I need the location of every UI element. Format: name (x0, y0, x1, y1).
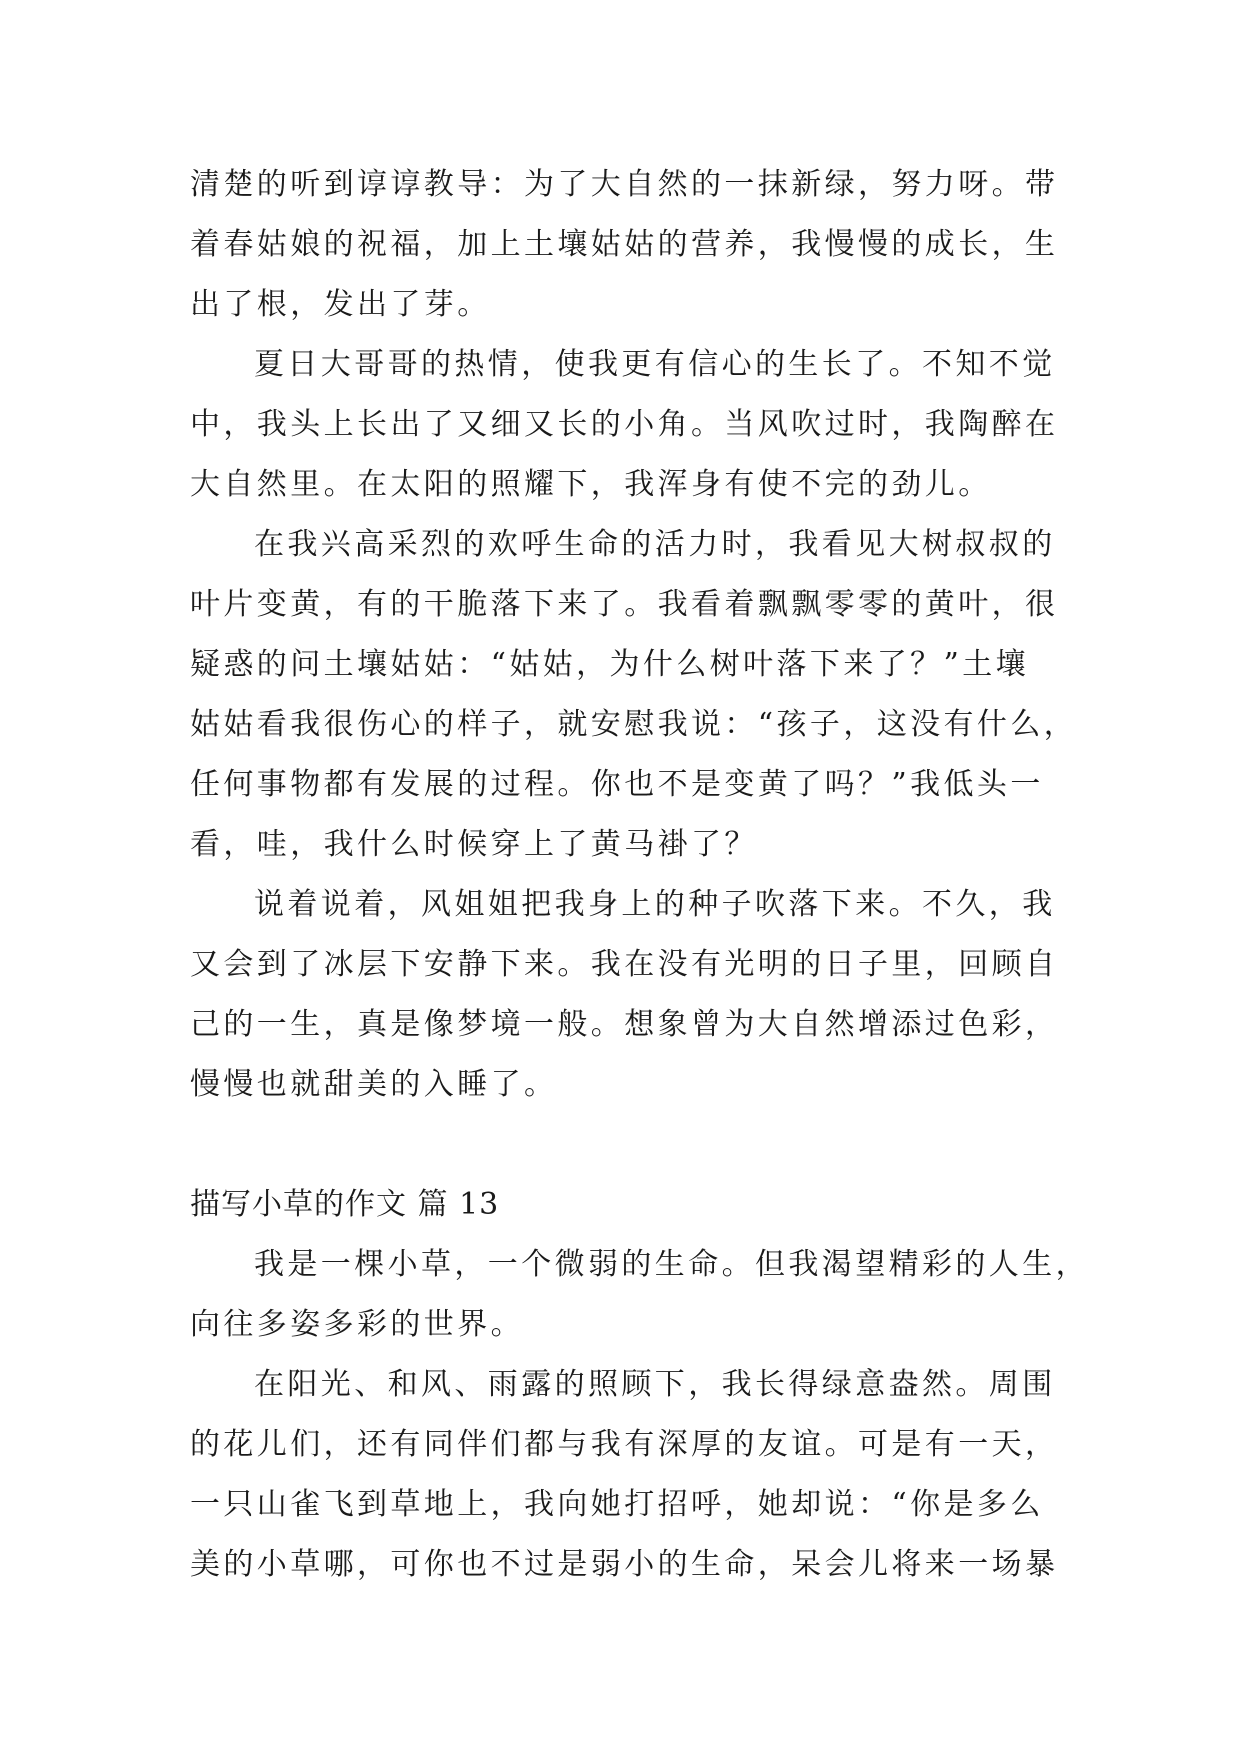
paragraph-line: 任何事物都有发展的过程。你也不是变黄了吗？”我低头一 (190, 767, 1044, 802)
paragraph-line: 美的小草哪，可你也不过是弱小的生命，呆会儿将来一场暴 (190, 1547, 1059, 1582)
paragraph-line: 向往多姿多彩的世界。 (190, 1307, 524, 1342)
paragraph-line: 说着说着，风姐姐把我身上的种子吹落下来。不久，我 (254, 887, 1056, 922)
essay-section-13 (190, 1175, 1089, 1595)
paragraph-line: 出了根，发出了芽。 (190, 287, 491, 322)
paragraph-line: 的花儿们，还有同伴们都与我有深厚的友谊。可是有一天， (190, 1427, 1059, 1462)
paragraph-line: 己的一生，真是像梦境一般。想象曾为大自然增添过色彩， (190, 1007, 1059, 1042)
paragraph-line: 大自然里。在太阳的照耀下，我浑身有使不完的劲儿。 (190, 467, 992, 502)
paragraph-line: 疑惑的问土壤姑姑：“姑姑，为什么树叶落下来了？”土壤 (190, 647, 1030, 682)
essay-section-previous (190, 155, 1078, 1115)
paragraph-line: 在阳光、和风、雨露的照顾下，我长得绿意盎然。周围 (254, 1367, 1056, 1402)
paragraph-line: 中，我头上长出了又细又长的小角。当风吹过时，我陶醉在 (190, 407, 1059, 442)
paragraph-line: 我是一棵小草，一个微弱的生命。但我渴望精彩的人生， (254, 1247, 1089, 1282)
paragraph-line: 清楚的听到谆谆教导：为了大自然的一抹新绿，努力呀。带 (190, 167, 1059, 202)
paragraph-line: 一只山雀飞到草地上，我向她打招呼，她却说：“你是多么 (190, 1487, 1044, 1522)
section-gap (190, 1115, 1060, 1175)
paragraph-line: 慢慢也就甜美的入睡了。 (190, 1067, 558, 1102)
paragraph-line: 在我兴高采烈的欢呼生命的活力时，我看见大树叔叔的 (254, 527, 1056, 562)
paragraph-line: 看，哇，我什么时候穿上了黄马褂了？ (190, 827, 758, 862)
document-page (190, 155, 1089, 1595)
paragraph-line: 姑姑看我很伤心的样子，就安慰我说：“孩子，这没有什么， (190, 707, 1078, 742)
paragraph-line: 夏日大哥哥的热情，使我更有信心的生长了。不知不觉 (254, 347, 1056, 382)
section-heading: 描写小草的作文 篇 13 (190, 1187, 500, 1222)
paragraph-line: 又会到了冰层下安静下来。我在没有光明的日子里，回顾自 (190, 947, 1059, 982)
paragraph-line: 叶片变黄，有的干脆落下来了。我看着飘飘零零的黄叶，很 (190, 587, 1059, 622)
paragraph-line: 着春姑娘的祝福，加上土壤姑姑的营养，我慢慢的成长，生 (190, 227, 1059, 262)
